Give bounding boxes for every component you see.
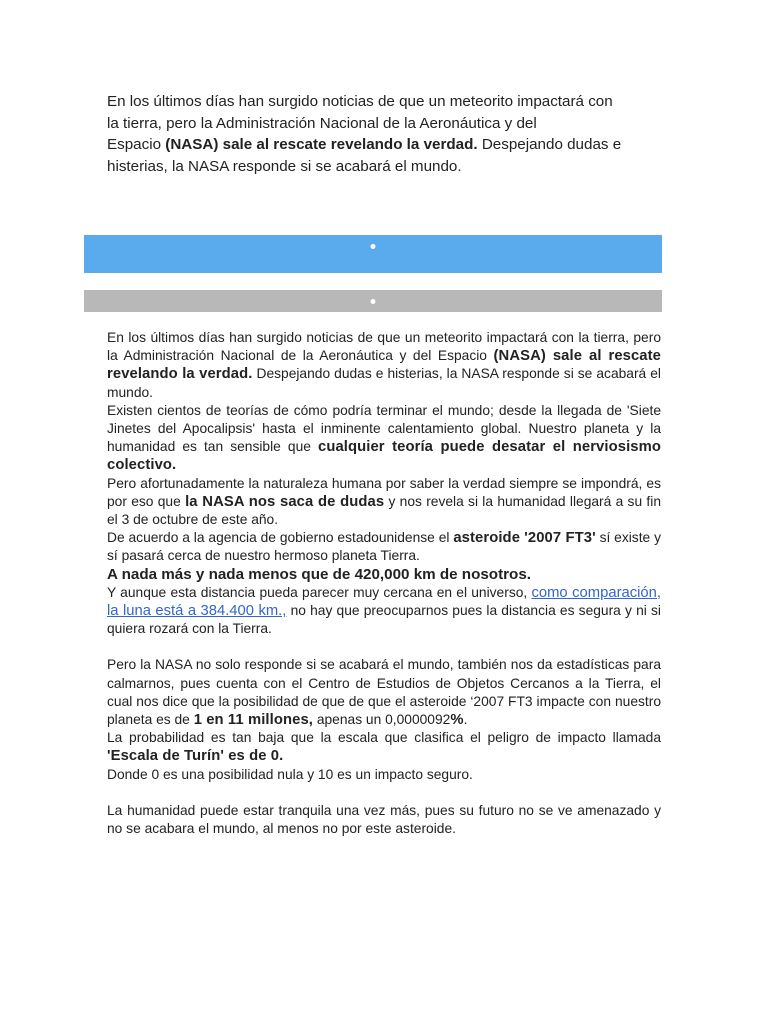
p3-bold: la NASA nos saca de dudas: [185, 493, 385, 510]
intro-line-3-bold: (NASA) sale al rescate revelando la verdad.: [165, 136, 478, 153]
intro-line-3-post: Despejando dudas e: [477, 136, 622, 153]
p3-text: Pero afortunadamente la naturaleza humana por saber la verdad siempre se impondrá, es por eso que: [107, 475, 661, 509]
intro-line-4: histerias, la NASA responde si se acabará el mundo.: [107, 157, 462, 175]
p7-percent: %: [450, 712, 464, 729]
p1-text: En los últimos días han surgido noticias de que un meteorito impactará con la tierra, pero la Administración Nacional de la Aeronáutica y del Espacio: [107, 330, 661, 364]
intro-line-3-pre: Espacio: [107, 136, 166, 153]
p1-text-end: Despejando dudas e histerias, la NASA responde si se acabará el mundo.: [107, 366, 661, 400]
bullet-dot-icon: [371, 244, 376, 249]
p4-text: De acuerdo a la agencia de gobierno estadounidense el: [107, 530, 454, 546]
article-paragraph-1: [107, 329, 661, 402]
p1-bold: (NASA) sale al rescate revelando la verdad.: [107, 348, 661, 383]
article-paragraph-7: [107, 656, 661, 729]
article-paragraph-2: [107, 402, 661, 475]
p3-text-end: y nos revela si la humanidad llegará a su fin el 3 de octubre de este año.: [107, 493, 661, 528]
intro-paragraph: [107, 91, 667, 177]
intro-line-1: En los últimos días han surgido noticias de que un meteorito impactará con: [107, 93, 613, 110]
blue-bullet-bar: [84, 235, 662, 273]
p7-period: .: [463, 712, 468, 728]
bullet-dot-icon: [371, 299, 376, 304]
article-paragraph-8: [107, 729, 661, 765]
paragraph-gap: [107, 784, 661, 802]
article-paragraph-3: [107, 475, 661, 530]
p4-text-end: sí existe y sí pasará cerca de nuestro hermoso planeta Tierra.: [107, 530, 661, 564]
paragraph-gap: [107, 638, 661, 656]
moon-distance-link[interactable]: como comparación, la luna está a 384.400 km.,: [107, 584, 661, 620]
article-paragraph-4: [107, 529, 661, 565]
p4-bold: asteroide '2007 FT3': [453, 530, 596, 547]
p8-text: La probabilidad es tan baja que la escala que clasifica el peligro de impacto llamada: [107, 730, 661, 746]
p6-text-end: no hay que preocuparnos pues la distancia es segura y ni si quiera rozará con la Tierra.: [107, 603, 661, 637]
article-paragraph-6: [107, 584, 661, 639]
p6-text: Y aunque esta distancia pueda parecer muy cercana en el universo,: [107, 584, 532, 600]
p7-text-end: apenas un 0,0000092: [313, 712, 451, 728]
gray-bullet-bar: [84, 290, 662, 312]
article-paragraph-10: La humanidad puede estar tranquila una vez más, pues su futuro no se ve amenazado y no se acabara el mundo, al menos no por este asteroide.: [107, 802, 661, 837]
p8-bold: 'Escala de Turín' es de 0.: [107, 748, 284, 765]
intro-line-2: la tierra, pero la Administración Nacional de la Aeronáutica y del: [107, 114, 537, 132]
p7-text: Pero la NASA no solo responde si se acabará el mundo, también nos da estadísticas para calmarnos, pues cuenta con el Centro de Estudios de Objetos Cercanos a la Tierra, el cual nos dice que la posibilidad de que de que el asteroide ‘2007 FT3 impacte con nuestro planeta es de: [107, 657, 661, 728]
p2-text: Existen cientos de teorías de cómo podría terminar el mundo; desde la llegada de 'Siete Jinetes del Apocalipsis' hasta el inminente calentamiento global. Nuestro planeta y la humanidad es tan sensible que: [107, 402, 661, 455]
article-paragraph-5: A nada más y nada menos que de 420,000 km de nosotros.: [107, 565, 531, 583]
p7-bold: 1 en 11 millones,: [193, 712, 313, 729]
article-body: [107, 329, 661, 838]
article-paragraph-9: Donde 0 es una posibilidad nula y 10 es un impacto seguro.: [107, 766, 473, 782]
p2-bold: cualquier teoría puede desatar el nerviosismo colectivo.: [107, 439, 661, 474]
